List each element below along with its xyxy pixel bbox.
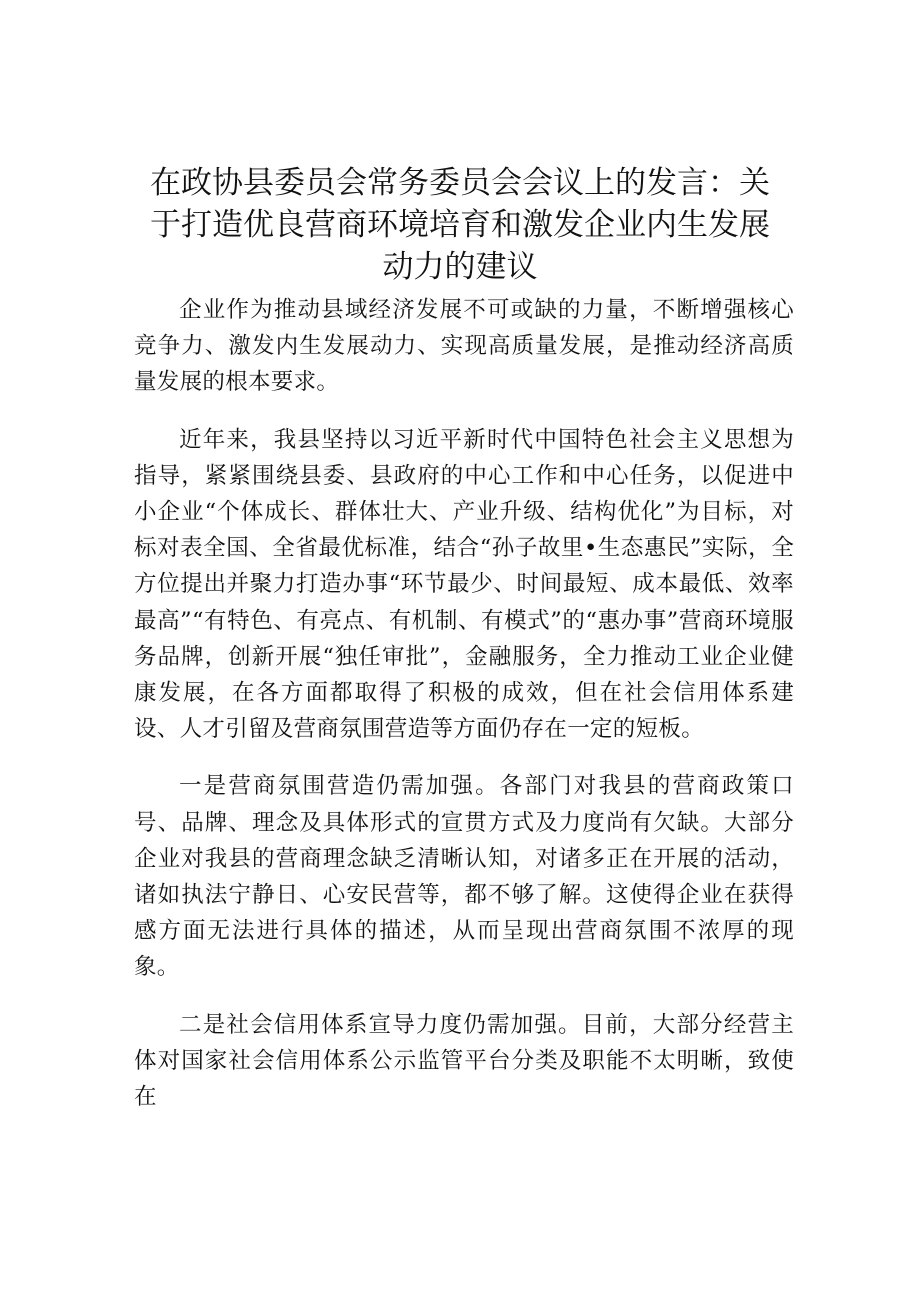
- document-title: 在政协县委员会常务委员会会议上的发言：关于打造优良营商环境培育和激发企业内生发展动力的建议: [150, 165, 770, 285]
- paragraph-intro: 企业作为推动县域经济发展不可或缺的力量，不断增强核心竞争力、激发内生发展动力、实现高质量发展，是推动经济高质量发展的根本要求。: [134, 297, 794, 396]
- paragraph-issue-two: 二是社会信用体系宣导力度仍需加强。目前，大部分经营主体对国家社会信用体系公示监管平台分类及职能不太明晰，致使在: [134, 1011, 794, 1111]
- paragraph-issue-one: 一是营商氛围营造仍需加强。各部门对我县的营商政策口号、品牌、理念及具体形式的宣贯方式及力度尚有欠缺。大部分企业对我县的营商理念缺乏清晰认知，对诸多正在开展的活动，诸如执法宁静日、心安民营等，都不够了解。这使得企业在获得感方面无法进行具体的描述，从而呈现出营商氛围不浓厚的现象。: [134, 773, 794, 981]
- document-body: [134, 292, 794, 1136]
- paragraph-background: 近年来，我县坚持以习近平新时代中国特色社会主义思想为指导，紧紧围绕县委、县政府的中心工作和中心任务，以促进中小企业“个体成长、群体壮大、产业升级、结构优化”为目标，对标对表全国、全省最优标准，结合“孙子故里•生态惠民”实际，全方位提出并聚力打造办事“环节最少、时间最短、成本最低、效率最高”“有特色、有亮点、有机制、有模式”的“惠办事”营商环境服务品牌，创新开展“独任审批”，金融服务，全力推动工业企业健康发展，在各方面都取得了积极的成效，但在社会信用体系建设、人才引留及营商氛围营造等方面仍存在一定的短板。: [134, 426, 794, 743]
